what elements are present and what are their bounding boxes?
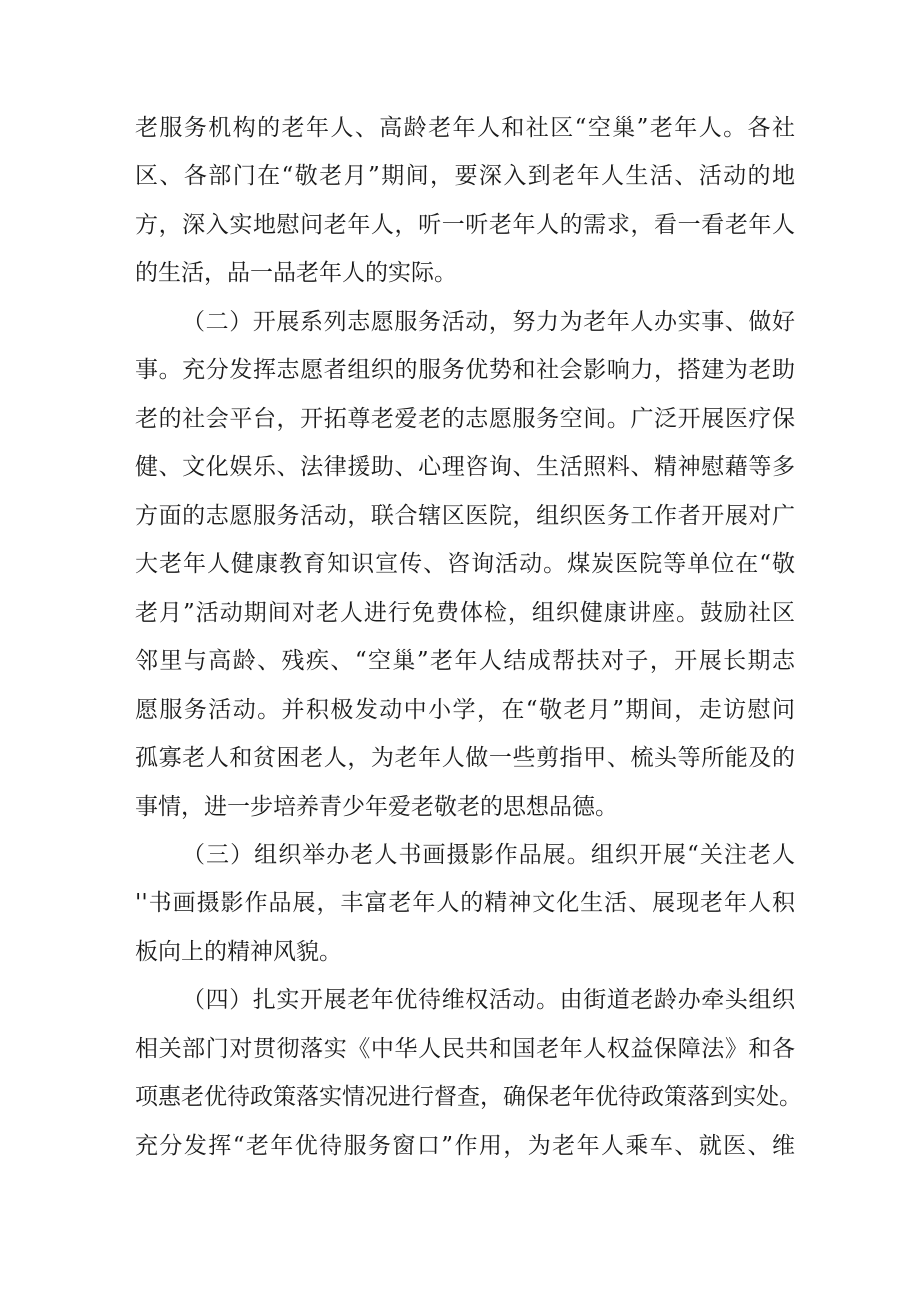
paragraph-line: 老的社会平台，开拓尊老爱老的志愿服务空间。广泛开展医疗保 bbox=[135, 406, 795, 432]
section-heading-line: （三）组织举办老人书画摄影作品展。组织开展“关注老人 bbox=[182, 842, 795, 868]
section-heading-line: （二）开展系列志愿服务活动，努力为老年人办实事、做好 bbox=[182, 309, 795, 335]
paragraph-line: 板向上的精神风貌。 bbox=[135, 939, 342, 965]
paragraph-line: ''书画摄影作品展，丰富老年人的精神文化生活、展现老年人积 bbox=[135, 890, 795, 916]
paragraph-line: 的生活，品一品老年人的实际。 bbox=[135, 260, 457, 286]
paragraph-line: 老月”活动期间对老人进行免费体检，组织健康讲座。鼓励社区 bbox=[135, 600, 795, 626]
paragraph-line: 充分发挥“老年优待服务窗口”作用，为老年人乘车、就医、维 bbox=[135, 1133, 795, 1159]
paragraph-line: 相关部门对贯彻落实《中华人民共和国老年人权益保障法》和各 bbox=[135, 1036, 795, 1062]
paragraph-line: 愿服务活动。并积极发动中小学，在“敬老月”期间，走访慰问 bbox=[135, 697, 795, 723]
paragraph-line: 区、各部门在“敬老月”期间，要深入到老年人生活、活动的地 bbox=[135, 163, 795, 189]
paragraph-line: 孤寡老人和贫困老人，为老年人做一些剪指甲、梳头等所能及的 bbox=[135, 745, 795, 771]
paragraph-line: 健、文化娱乐、法律援助、心理咨询、生活照料、精神慰藉等多 bbox=[135, 454, 795, 480]
paragraph-line: 老服务机构的老年人、高龄老年人和社区“空巢”老年人。各社 bbox=[135, 115, 795, 141]
paragraph-line: 方，深入实地慰问老年人，听一听老年人的需求，看一看老年人 bbox=[135, 212, 795, 238]
paragraph-line: 方面的志愿服务活动，联合辖区医院，组织医务工作者开展对广 bbox=[135, 503, 795, 529]
paragraph-line: 事。充分发挥志愿者组织的服务优势和社会影响力，搭建为老助 bbox=[135, 357, 795, 383]
paragraph-line: 项惠老优待政策落实情况进行督查，确保老年优待政策落到实处。 bbox=[135, 1084, 802, 1110]
paragraph-line: 邻里与高龄、残疾、“空巢”老年人结成帮扶对子，开展长期志 bbox=[135, 648, 795, 674]
paragraph-line: 大老年人健康教育知识宣传、咨询活动。煤炭医院等单位在“敬 bbox=[135, 551, 795, 577]
section-heading-line: （四）扎实开展老年优待维权活动。由街道老龄办牵头组织 bbox=[182, 987, 795, 1013]
paragraph-line: 事情，进一步培养青少年爱老敬老的思想品德。 bbox=[135, 794, 618, 820]
